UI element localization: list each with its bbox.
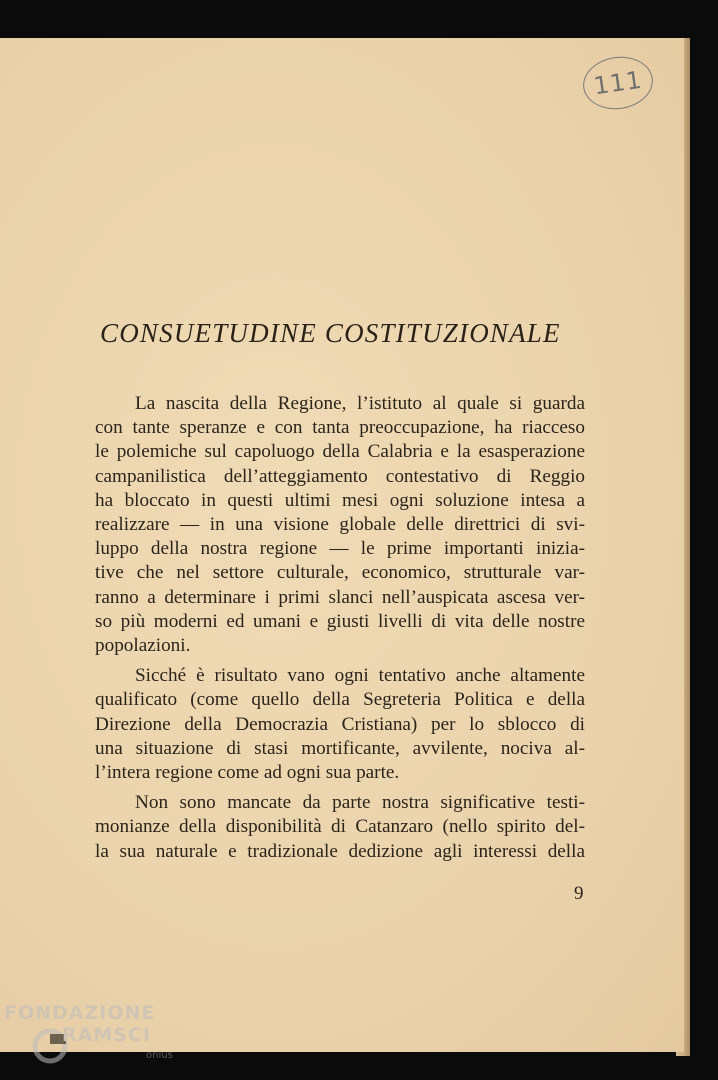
paragraph-3 bbox=[95, 791, 585, 864]
body-text bbox=[95, 392, 585, 870]
text-line: Direzione della Democrazia Cristiana) per lo sblocco di bbox=[95, 713, 585, 735]
text-line: con tante speranze e con tanta preoccupazione, ha riacceso bbox=[95, 417, 585, 439]
text-line: ha bloccato in questi ultimi mesi ogni soluzione intesa a bbox=[95, 489, 585, 511]
page-title: CONSUETUDINE COSTITUZIONALE bbox=[100, 318, 561, 348]
text-line: so più moderni ed umani e giusti livelli di vita delle nostre bbox=[95, 610, 585, 632]
paragraph-1 bbox=[95, 392, 585, 658]
text-line: monianze della disponibilità di Catanzaro (nello spirito del- bbox=[95, 816, 585, 838]
text-line: ranno a determinare i primi slanci nell’auspicata ascesa ver- bbox=[95, 586, 585, 608]
watermark-line-1: FONDAZIONE bbox=[4, 1002, 156, 1024]
archive-number: 111 bbox=[591, 65, 645, 101]
text-line: popolazioni. bbox=[95, 635, 191, 657]
page-number: 9 bbox=[574, 883, 584, 904]
text-line: luppo della nostra regione — le prime importanti inizia- bbox=[95, 538, 585, 560]
text-line: Sicché è risultato vano ogni tentativo anche altamente bbox=[135, 665, 585, 687]
paragraph-2 bbox=[95, 664, 585, 785]
text-line: La nascita della Regione, l’istituto al quale si guarda bbox=[135, 393, 585, 414]
text-line: qualificato (come quello della Segreteria Politica e della bbox=[95, 689, 585, 711]
watermark bbox=[4, 1000, 184, 1070]
watermark-line-2: RAMSCI bbox=[62, 1024, 151, 1046]
text-line: le polemiche sul capoluogo della Calabria e la esasperazione bbox=[95, 441, 585, 463]
watermark-suffix: onlus bbox=[146, 1050, 173, 1061]
text-line: campanilistica dell’atteggiamento contestativo di Reggio bbox=[95, 465, 585, 487]
text-line: realizzare — in una visione globale delle direttrici di svi- bbox=[95, 514, 585, 536]
text-line: l’intera regione come ad ogni sua parte. bbox=[95, 762, 400, 784]
text-line: la sua naturale e tradizionale dedizione agli interessi della bbox=[95, 840, 585, 862]
text-line: una situazione di stasi mortificante, avvilente, nociva al- bbox=[95, 737, 585, 759]
text-line: Non sono mancate da parte nostra significative testi- bbox=[135, 792, 585, 814]
text-line: tive che nel settore culturale, economico, strutturale var- bbox=[95, 562, 585, 584]
